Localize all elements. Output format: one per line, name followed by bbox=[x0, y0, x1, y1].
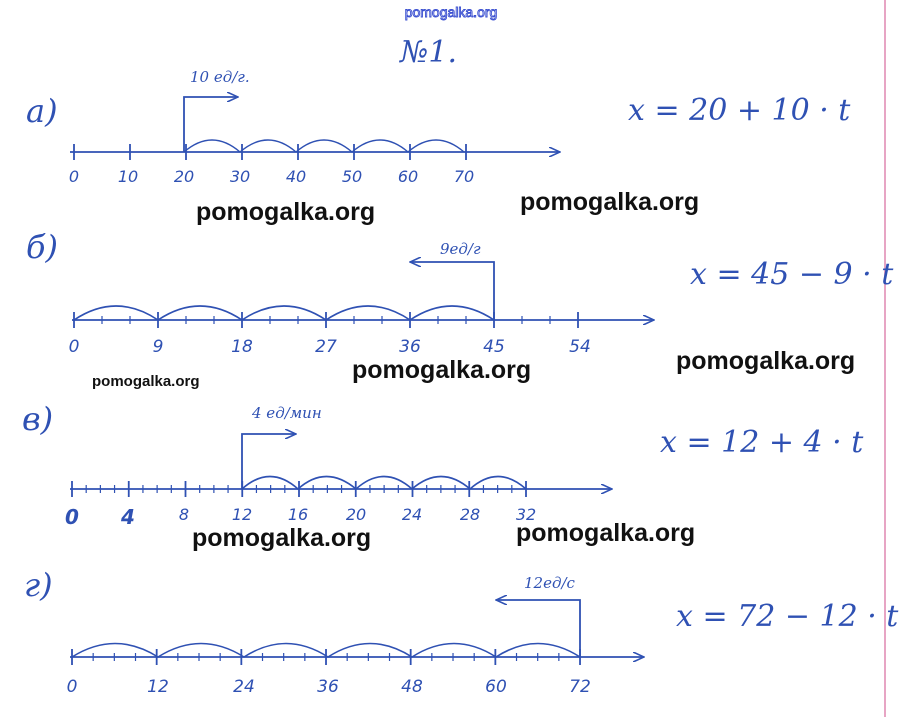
part-d bbox=[24, 566, 899, 697]
part-c-tick-label: 32 bbox=[515, 505, 537, 524]
part-a-equation: x = 20 + 10 · t bbox=[628, 93, 851, 128]
part-c-tick-label: 8 bbox=[178, 505, 190, 524]
part-a-direction-arrow bbox=[184, 97, 238, 152]
part-d-tick-label: 60 bbox=[485, 677, 507, 697]
part-a-tick-label: 30 bbox=[229, 167, 251, 186]
part-b-equation: x = 45 − 9 · t bbox=[690, 257, 894, 292]
watermark: pomogalka.org bbox=[676, 347, 856, 375]
part-a-tick-label: 70 bbox=[453, 167, 475, 186]
part-a-tick-label: 50 bbox=[341, 167, 363, 186]
part-d-tick-label: 48 bbox=[401, 677, 423, 697]
part-c-label: в) bbox=[22, 400, 54, 438]
watermark: pomogalka.org bbox=[520, 188, 700, 216]
part-d-label: г) bbox=[24, 566, 53, 604]
part-b-tick-label: 0 bbox=[68, 337, 80, 357]
part-b bbox=[26, 228, 894, 357]
part-c-speed: 4 ед/мин bbox=[252, 404, 322, 422]
part-d-tick-labels bbox=[67, 677, 591, 697]
task-number: №1. bbox=[400, 35, 458, 70]
part-a-tick-label: 40 bbox=[285, 167, 307, 186]
watermark: pomogalka.org bbox=[92, 373, 200, 390]
part-b-tick-label: 9 bbox=[152, 337, 164, 357]
part-d-tick-label: 0 bbox=[66, 677, 78, 697]
part-a-tick-labels bbox=[69, 167, 474, 186]
part-b-tick-label: 45 bbox=[483, 337, 505, 357]
part-b-tick-labels bbox=[69, 337, 591, 357]
site-watermark-top: pomogalka.org bbox=[404, 4, 498, 20]
part-b-tick-label: 27 bbox=[315, 337, 337, 357]
part-a-tick-label: 20 bbox=[173, 167, 195, 186]
part-c-equation: x = 12 + 4 · t bbox=[660, 425, 864, 460]
part-b-direction-arrow bbox=[410, 262, 494, 320]
part-d-equation: x = 72 − 12 · t bbox=[676, 599, 899, 634]
part-a-tick-label: 0 bbox=[68, 167, 80, 186]
watermark: pomogalka.org bbox=[192, 524, 372, 552]
part-d-direction-arrow bbox=[496, 600, 580, 657]
part-a-jumps bbox=[184, 140, 464, 152]
watermark: pomogalka.org bbox=[516, 519, 696, 547]
part-d-tick-label: 12 bbox=[147, 677, 169, 697]
part-d-tick-label: 72 bbox=[569, 677, 591, 697]
part-c bbox=[22, 400, 864, 529]
part-d-tick-label: 24 bbox=[233, 677, 255, 697]
part-c-tick-label: 20 bbox=[345, 505, 367, 524]
part-b-tick-label: 36 bbox=[399, 337, 421, 357]
watermark: pomogalka.org bbox=[352, 356, 532, 384]
part-c-tick-label: 12 bbox=[231, 505, 253, 524]
part-a-speed: 10 ед/г. bbox=[190, 68, 250, 86]
part-c-tick-label: 16 bbox=[287, 505, 309, 524]
part-c-tick-label: 24 bbox=[401, 505, 423, 524]
part-c-tick-label: 28 bbox=[459, 505, 481, 524]
part-a-label: а) bbox=[26, 92, 58, 130]
part-a-tick-label: 10 bbox=[117, 167, 139, 186]
part-b-speed: 9ед/г bbox=[440, 240, 481, 258]
part-a-tick-label: 60 bbox=[397, 167, 419, 186]
part-b-jumps bbox=[74, 306, 494, 320]
part-b-label: б) bbox=[26, 228, 59, 266]
part-a bbox=[26, 68, 851, 186]
part-c-tick-label: 0 bbox=[65, 505, 79, 529]
part-d-speed: 12ед/с bbox=[524, 574, 575, 592]
watermark: pomogalka.org bbox=[196, 198, 376, 226]
part-b-tick-label: 18 bbox=[231, 337, 253, 357]
part-b-tick-label: 54 bbox=[569, 337, 591, 357]
part-c-tick-label: 4 bbox=[121, 505, 135, 529]
part-d-tick-label: 36 bbox=[317, 677, 339, 697]
